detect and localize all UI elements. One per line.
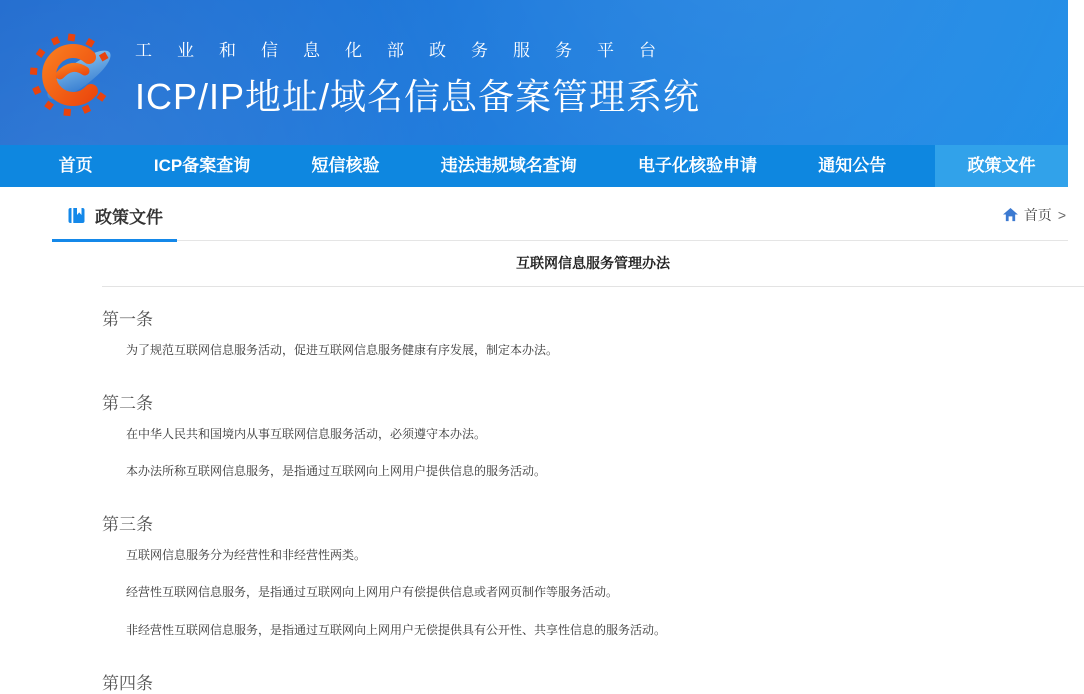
nav-items-container: [0, 145, 935, 187]
site-header: [0, 0, 1068, 145]
article-section-heading: 第二条: [102, 393, 153, 413]
gear-e-logo-icon: [34, 20, 120, 120]
nav-item-icp-record-query[interactable]: ICP备案查询: [153, 156, 251, 175]
platform-title: 工业和信息化部政务服务平台: [135, 41, 681, 60]
book-icon: [68, 207, 85, 224]
article-section-heading: 第三条: [102, 514, 153, 534]
breadcrumb-separator: >: [1057, 207, 1066, 223]
document-title: 互联网信息服务管理办法: [516, 255, 670, 271]
section-header-bar: [52, 187, 1068, 241]
nav-item-sms-verification[interactable]: 短信核验: [311, 156, 380, 175]
home-icon: [1003, 208, 1018, 222]
article-body: [102, 305, 1084, 694]
article-paragraph: 经营性互联网信息服务，是指通过互联网向上网用户有偿提供信息或者网页制作等服务活动。: [126, 585, 619, 600]
page-title: 政策文件: [95, 207, 163, 227]
breadcrumb: [1003, 205, 1066, 225]
nav-item-e-verification-apply[interactable]: 电子化核验申请: [638, 156, 758, 175]
article-section-heading: 第一条: [102, 310, 153, 329]
article-paragraph: 互联网信息服务分为经营性和非经营性两类。: [126, 547, 367, 562]
article-paragraph: 本办法所称互联网信息服务，是指通过互联网向上网用户提供信息的服务活动。: [126, 464, 547, 479]
nav-item-home[interactable]: 首页: [58, 156, 93, 175]
article-paragraph: 非经营性互联网信息服务，是指通过互联网向上网用户无偿提供具有公开性、共享性信息的服务活动。: [126, 622, 667, 637]
article: [102, 241, 1084, 694]
main-nav: [0, 145, 1068, 187]
title-divider: [102, 286, 1084, 287]
nav-item-policy-files[interactable]: 政策文件: [935, 145, 1068, 187]
nav-item-illegal-domain-query[interactable]: 违法违规域名查询: [440, 156, 577, 175]
article-paragraph: 在中华人民共和国境内从事互联网信息服务活动，必须遵守本办法。: [126, 426, 487, 441]
nav-item-notices[interactable]: 通知公告: [818, 156, 887, 175]
article-paragraph: 为了规范互联网信息服务活动，促进互联网信息服务健康有序发展，制定本办法。: [126, 343, 559, 357]
breadcrumb-home-link[interactable]: 首页: [1023, 207, 1052, 223]
article-section-heading: 第四条: [102, 673, 153, 693]
system-title: ICP/IP地址/域名信息备案管理系统: [135, 76, 701, 117]
